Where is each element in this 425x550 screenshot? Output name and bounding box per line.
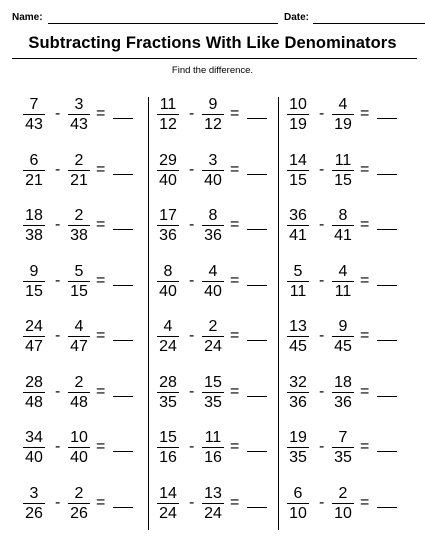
minus-sign: - [189,382,195,400]
fraction-bar [157,114,179,115]
fraction-bar [157,447,179,448]
fraction-bar [157,225,179,226]
numerator: 13 [204,484,222,502]
fraction-bar [68,114,90,115]
fraction-bar [287,225,309,226]
denominator: 48 [70,393,88,411]
numerator: 15 [159,429,177,446]
problem-item [156,318,281,366]
problem-item [156,263,281,311]
equals-sign: = [96,382,106,400]
worksheet-title: Subtracting Fractions With Like Denominators [28,34,397,52]
problem-item [286,485,411,533]
denominator: 40 [25,449,43,466]
numerator: 9 [29,262,39,280]
subtrahend-fraction [331,263,355,300]
answer-blank[interactable] [377,118,397,119]
denominator: 40 [70,449,88,466]
numerator: 32 [289,373,307,391]
fraction-bar [23,170,45,171]
minus-sign: - [55,438,61,455]
minus-sign: - [55,160,61,178]
equals-sign: = [360,105,370,122]
minuend-fraction [286,485,310,522]
numerator: 11 [204,429,222,446]
problem-item [22,152,147,200]
fraction-bar [287,503,309,504]
fraction-bar [23,447,45,448]
numerator: 2 [208,318,218,335]
subtrahend-fraction [67,152,91,189]
subtrahend-fraction [331,152,355,189]
subtrahend-fraction [201,485,225,522]
title-rule [12,58,417,59]
answer-blank[interactable] [377,340,397,341]
answer-blank[interactable] [113,451,133,452]
minus-sign: - [319,271,325,289]
minuend-fraction [286,374,310,411]
fraction-bar [287,114,309,115]
equals-sign: = [230,438,240,455]
subtrahend-fraction [331,207,355,244]
problem-item [22,96,147,144]
minuend-fraction [22,152,46,189]
fraction-bar [287,336,309,337]
equals-sign: = [230,216,240,233]
answer-blank[interactable] [113,285,133,286]
numerator: 18 [334,373,352,391]
numerator: 10 [289,96,307,113]
fraction-bar [23,392,45,393]
denominator: 45 [334,338,352,355]
fraction-bar [287,447,309,448]
subtrahend-fraction [331,96,355,133]
equals-sign: = [230,327,240,344]
subtrahend-fraction [201,429,225,466]
answer-blank[interactable] [247,396,267,397]
denominator: 21 [25,171,43,189]
answer-blank[interactable] [247,340,267,341]
answer-blank[interactable] [113,174,133,175]
numerator: 4 [338,96,348,113]
minuend-fraction [22,374,46,411]
denominator: 40 [204,282,222,300]
subtrahend-fraction [331,318,355,355]
numerator: 3 [29,484,39,502]
numerator: 3 [208,151,218,169]
fraction-bar [157,503,179,504]
equals-sign: = [360,382,370,400]
fraction-bar [332,225,354,226]
numerator: 8 [163,262,173,280]
numerator: 6 [293,484,303,502]
fraction-bar [23,281,45,282]
subtrahend-fraction [67,374,91,411]
fraction-bar [68,281,90,282]
minus-sign: - [319,493,325,511]
worksheet-header [12,12,417,26]
fraction-bar [68,336,90,337]
denominator: 11 [289,282,307,300]
minus-sign: - [55,271,61,289]
numerator: 2 [74,207,84,224]
minuend-fraction [156,96,180,133]
denominator: 24 [204,504,222,522]
answer-blank[interactable] [377,174,397,175]
minuend-fraction [156,485,180,522]
problem-item [286,374,411,422]
answer-blank[interactable] [377,507,397,508]
numerator: 7 [29,96,39,113]
denominator: 35 [289,449,307,466]
numerator: 34 [25,429,43,446]
numerator: 24 [25,318,43,335]
equals-sign: = [230,382,240,400]
denominator: 26 [25,504,43,522]
numerator: 15 [204,373,222,391]
problem-item [286,263,411,311]
denominator: 47 [25,338,43,355]
denominator: 26 [70,504,88,522]
minus-sign: - [189,327,195,344]
numerator: 14 [289,151,307,169]
minus-sign: - [55,493,61,511]
answer-blank[interactable] [377,451,397,452]
minuend-fraction [156,374,180,411]
numerator: 6 [29,151,39,169]
fraction-bar [68,447,90,448]
minus-sign: - [189,271,195,289]
equals-sign: = [230,493,240,511]
denominator: 36 [289,393,307,411]
answer-blank[interactable] [247,118,267,119]
minuend-fraction [286,207,310,244]
denominator: 38 [70,227,88,244]
fraction-bar [202,503,224,504]
minuend-fraction [22,485,46,522]
answer-blank[interactable] [377,285,397,286]
numerator: 11 [334,151,352,169]
fraction-bar [202,392,224,393]
denominator: 35 [204,393,222,411]
name-field-line[interactable] [48,12,278,24]
denominator: 19 [334,116,352,133]
minus-sign: - [319,105,325,122]
equals-sign: = [96,493,106,511]
denominator: 47 [70,338,88,355]
subtrahend-fraction [201,263,225,300]
minuend-fraction [22,318,46,355]
minuend-fraction [156,429,180,466]
fraction-bar [68,392,90,393]
minuend-fraction [156,318,180,355]
minus-sign: - [189,438,195,455]
minus-sign: - [319,160,325,178]
numerator: 7 [338,429,348,446]
answer-blank[interactable] [247,451,267,452]
numerator: 3 [74,96,84,113]
problem-item [22,207,147,255]
denominator: 41 [289,227,307,244]
minuend-fraction [156,152,180,189]
subtrahend-fraction [201,152,225,189]
fraction-bar [157,336,179,337]
fraction-bar [332,281,354,282]
numerator: 11 [159,96,177,113]
minus-sign: - [55,327,61,344]
denominator: 35 [159,393,177,411]
fraction-bar [68,225,90,226]
problem-item [22,429,147,477]
subtrahend-fraction [67,96,91,133]
numerator: 14 [159,484,177,502]
subtrahend-fraction [331,485,355,522]
problem-item [286,318,411,366]
denominator: 24 [159,338,177,355]
minuend-fraction [22,207,46,244]
fraction-bar [287,392,309,393]
fraction-bar [332,392,354,393]
denominator: 24 [204,338,222,355]
equals-sign: = [230,105,240,122]
problem-item [22,374,147,422]
problem-item [156,152,281,200]
minus-sign: - [189,105,195,122]
equals-sign: = [230,271,240,289]
minuend-fraction [156,263,180,300]
fraction-bar [68,170,90,171]
fraction-bar [202,447,224,448]
minuend-fraction [22,263,46,300]
numerator: 13 [289,318,307,335]
denominator: 10 [289,504,307,522]
problem-item [286,207,411,255]
fraction-bar [23,225,45,226]
minus-sign: - [319,216,325,233]
problem-item [156,374,281,422]
minus-sign: - [319,438,325,455]
equals-sign: = [360,493,370,511]
numerator: 29 [159,151,177,169]
equals-sign: = [96,271,106,289]
denominator: 40 [159,171,177,189]
answer-blank[interactable] [113,340,133,341]
answer-blank[interactable] [247,285,267,286]
minus-sign: - [55,382,61,400]
minus-sign: - [189,160,195,178]
numerator: 9 [208,96,218,113]
subtrahend-fraction [67,485,91,522]
column-divider [148,97,149,530]
denominator: 15 [334,171,352,189]
denominator: 15 [289,171,307,189]
minuend-fraction [286,429,310,466]
fraction-bar [202,336,224,337]
fraction-bar [332,336,354,337]
equals-sign: = [96,327,106,344]
denominator: 12 [159,116,177,133]
name-label: Name: [12,12,43,23]
denominator: 10 [334,504,352,522]
answer-blank[interactable] [113,229,133,230]
numerator: 4 [74,318,84,335]
denominator: 24 [159,504,177,522]
numerator: 5 [293,262,303,280]
denominator: 41 [334,227,352,244]
denominator: 45 [289,338,307,355]
numerator: 2 [74,151,84,169]
denominator: 11 [334,282,352,300]
fraction-bar [332,114,354,115]
numerator: 2 [74,484,84,502]
answer-blank[interactable] [377,229,397,230]
denominator: 21 [70,171,88,189]
answer-blank[interactable] [247,507,267,508]
fraction-bar [287,170,309,171]
answer-blank[interactable] [247,229,267,230]
problem-item [286,429,411,477]
fraction-bar [157,281,179,282]
denominator: 36 [204,227,222,244]
date-label: Date: [284,12,310,23]
answer-blank[interactable] [247,174,267,175]
numerator: 4 [338,262,348,280]
problem-item [22,263,147,311]
answer-blank[interactable] [113,396,133,397]
problem-item [286,96,411,144]
instructions: Find the difference. [171,65,254,76]
minus-sign: - [55,216,61,233]
problem-item [156,429,281,477]
minuend-fraction [22,96,46,133]
fraction-bar [287,281,309,282]
answer-blank[interactable] [113,118,133,119]
numerator: 8 [338,207,348,224]
numerator: 36 [289,207,307,224]
equals-sign: = [360,438,370,455]
denominator: 19 [289,116,307,133]
equals-sign: = [360,327,370,344]
minuend-fraction [156,207,180,244]
numerator: 8 [208,207,218,224]
equals-sign: = [96,216,106,233]
minuend-fraction [286,318,310,355]
subtrahend-fraction [201,96,225,133]
equals-sign: = [360,271,370,289]
numerator: 4 [163,318,173,335]
fraction-bar [332,447,354,448]
equals-sign: = [96,438,106,455]
answer-blank[interactable] [113,507,133,508]
subtrahend-fraction [331,374,355,411]
numerator: 19 [289,429,307,446]
numerator: 10 [70,429,88,446]
subtrahend-fraction [67,207,91,244]
problem-item [156,207,281,255]
denominator: 40 [159,282,177,300]
minus-sign: - [319,327,325,344]
denominator: 48 [25,393,43,411]
denominator: 40 [204,171,222,189]
minus-sign: - [189,493,195,511]
problem-item [156,96,281,144]
fraction-bar [202,281,224,282]
numerator: 4 [208,262,218,280]
minus-sign: - [319,382,325,400]
problem-item [156,485,281,533]
problem-item [286,152,411,200]
denominator: 16 [159,449,177,466]
numerator: 28 [25,373,43,391]
minuend-fraction [22,429,46,466]
fraction-bar [202,170,224,171]
numerator: 5 [74,262,84,280]
numerator: 17 [159,207,177,224]
minuend-fraction [286,96,310,133]
subtrahend-fraction [67,318,91,355]
numerator: 28 [159,373,177,391]
subtrahend-fraction [67,263,91,300]
fraction-bar [68,503,90,504]
minuend-fraction [286,263,310,300]
equals-sign: = [96,160,106,178]
denominator: 12 [204,116,222,133]
problem-item [22,485,147,533]
equals-sign: = [360,216,370,233]
denominator: 15 [70,282,88,300]
subtrahend-fraction [67,429,91,466]
denominator: 35 [334,449,352,466]
numerator: 9 [338,318,348,335]
denominator: 36 [334,393,352,411]
numerator: 18 [25,207,43,224]
date-field-line[interactable] [313,12,425,24]
fraction-bar [157,392,179,393]
numerator: 2 [74,373,84,391]
denominator: 15 [25,282,43,300]
equals-sign: = [96,105,106,122]
fraction-bar [202,225,224,226]
subtrahend-fraction [201,207,225,244]
problem-item [22,318,147,366]
denominator: 38 [25,227,43,244]
subtrahend-fraction [201,318,225,355]
fraction-bar [23,114,45,115]
fraction-bar [332,503,354,504]
equals-sign: = [360,160,370,178]
minuend-fraction [286,152,310,189]
denominator: 16 [204,449,222,466]
denominator: 36 [159,227,177,244]
fraction-bar [332,170,354,171]
fraction-bar [202,114,224,115]
equals-sign: = [230,160,240,178]
subtrahend-fraction [201,374,225,411]
denominator: 43 [70,116,88,133]
subtrahend-fraction [331,429,355,466]
minus-sign: - [55,105,61,122]
fraction-bar [157,170,179,171]
fraction-bar [23,503,45,504]
minus-sign: - [189,216,195,233]
denominator: 43 [25,116,43,133]
fraction-bar [23,336,45,337]
answer-blank[interactable] [377,396,397,397]
numerator: 2 [338,484,348,502]
